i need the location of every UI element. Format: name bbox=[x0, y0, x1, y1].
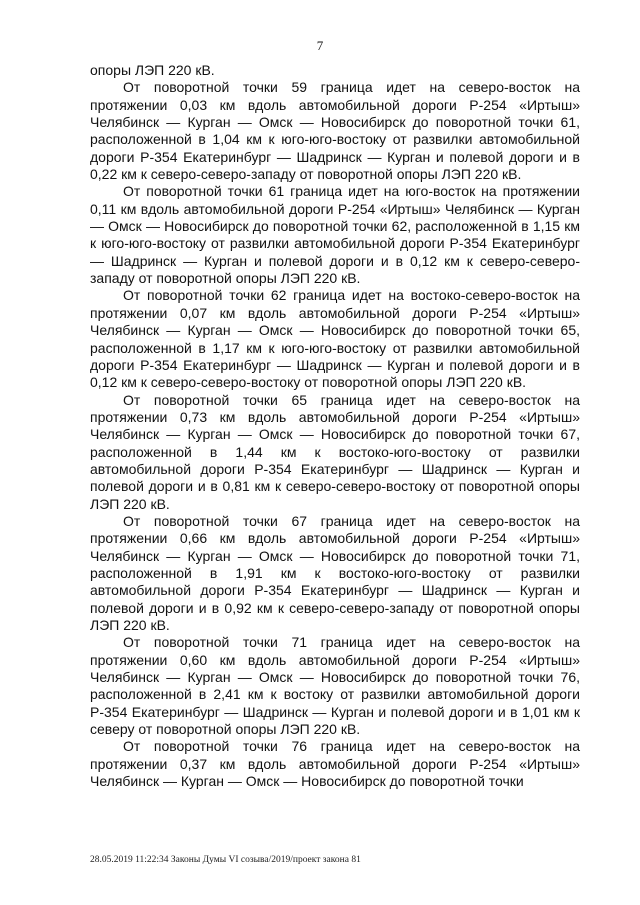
paragraph: От поворотной точки 67 граница идет на северо-восток на протяжении 0,66 км вдоль автомобильной дороги Р-254 «Иртыш» Челябинск — Курган — Омск — Новосибирск до поворотной точки 71, расположенной в 1,91 км к востоко-юго-востоку от развилки автомобильной дороги Р-354 Екатеринбург — Шадринск — Курган и полевой дороги и в 0,92 км к северо-северо-западу от поворотной опоры ЛЭП 220 кВ. bbox=[90, 512, 580, 633]
footer-stamp: 28.05.2019 11:22:34 Законы Думы VI созыва/2019/проект закона 81 bbox=[90, 855, 361, 865]
paragraph: опоры ЛЭП 220 кВ. bbox=[90, 62, 215, 78]
paragraph: От поворотной точки 62 граница идет на востоко-северо-восток на протяжении 0,07 км вдоль автомобильной дороги Р-254 «Иртыш» Челябинск — Курган — Омск — Новосибирск до поворотной точки 65, расположенной в 1,17 км к юго-юго-востоку от развилки автомобильной дороги Р-354 Екатеринбург — Шадринск — Курган и полевой дороги и в 0,12 км к северо-северо-востоку от поворотной опоры ЛЭП 220 кВ. bbox=[90, 287, 580, 391]
document-body bbox=[90, 62, 580, 790]
paragraph: От поворотной точки 61 граница идет на юго-восток на протяжении 0,11 км вдоль автомобильной дороги Р-254 «Иртыш» Челябинск — Курган — Омск — Новосибирск до поворотной точки 62, расположенной в 1,15 км к юго-юго-востоку от развилки автомобильной дороги Р-354 Екатеринбург — Шадринск — Курган и полевой дороги и в 0,12 км к северо-северо-западу от поворотной опоры ЛЭП 220 кВ. bbox=[90, 183, 580, 287]
paragraph: От поворотной точки 76 граница идет на северо-восток на протяжении 0,37 км вдоль автомобильной дороги Р-254 «Иртыш» Челябинск — Курган — Омск — Новосибирск до поворотной точки bbox=[90, 738, 580, 790]
paragraph: От поворотной точки 71 граница идет на северо-восток на протяжении 0,60 км вдоль автомобильной дороги Р-254 «Иртыш» Челябинск — Курган — Омск — Новосибирск до поворотной точки 76, расположенной в 2,41 км к востоку от развилки автомобильной дороги Р-354 Екатеринбург — Шадринск — Курган и полевой дороги и в 1,01 км к северу от поворотной опоры ЛЭП 220 кВ. bbox=[90, 634, 580, 738]
paragraph: От поворотной точки 59 граница идет на северо-восток на протяжении 0,03 км вдоль автомобильной дороги Р-254 «Иртыш» Челябинск — Курган — Омск — Новосибирск до поворотной точки 61, расположенной в 1,04 км к юго-юго-востоку от развилки автомобильной дороги Р-354 Екатеринбург — Шадринск — Курган и полевой дороги и в 0,22 км к северо-северо-западу от поворотной опоры ЛЭП 220 кВ. bbox=[90, 79, 580, 183]
paragraph: От поворотной точки 65 граница идет на северо-восток на протяжении 0,73 км вдоль автомобильной дороги Р-254 «Иртыш» Челябинск — Курган — Омск — Новосибирск до поворотной точки 67, расположенной в 1,44 км к востоко-юго-востоку от развилки автомобильной дороги Р-354 Екатеринбург — Шадринск — Курган и полевой дороги и в 0,81 км к северо-северо-востоку от поворотной опоры ЛЭП 220 кВ. bbox=[90, 391, 580, 512]
page-number: 7 bbox=[316, 38, 324, 53]
